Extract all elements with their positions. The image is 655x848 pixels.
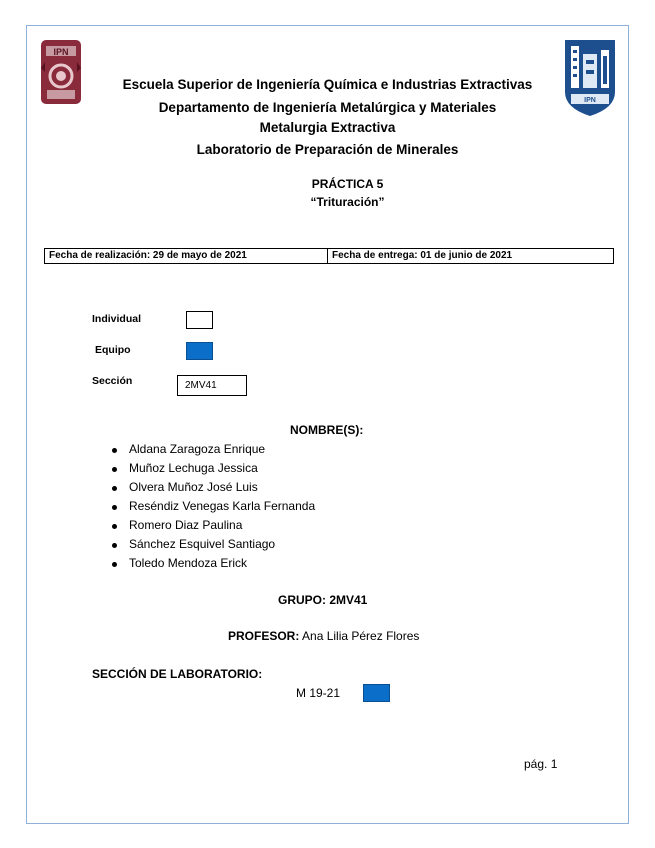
lab-section-checkbox[interactable] [363,684,390,702]
delivery-date: Fecha de entrega: 01 de junio de 2021 [332,250,513,261]
practice-number: PRÁCTICA 5 [311,177,384,191]
ipn-logo-text: IPN [53,47,69,57]
realization-date: Fecha de realización: 29 de mayo de 2021 [45,249,328,263]
lab-section-code: M 19-21 [296,686,341,700]
lab-name: Laboratorio de Preparación de Minerales [196,142,459,157]
school-name: Escuela Superior de Ingeniería Química e Industrias Extractivas [122,77,533,92]
page-number: pág. 1 [524,757,558,771]
individual-label: Individual [92,313,142,325]
dates-table [44,248,614,264]
practice-title: “Trituración” [310,195,385,209]
department-name: Departamento de Ingeniería Metalúrgica y Materiales [158,100,497,115]
individual-checkbox[interactable] [186,311,213,329]
list-item: Aldana Zaragoza Enrique [110,440,315,459]
list-item: Sánchez Esquivel Santiago [110,535,315,554]
equipo-label: Equipo [95,344,131,356]
list-item: Olvera Muñoz José Luis [110,478,315,497]
names-heading: NOMBRE(S): [290,423,364,437]
profesor-name: Ana Lilia Pérez Flores [302,629,420,643]
seccion-input[interactable]: 2MV41 [177,375,247,396]
profesor-label: PROFESOR: [228,629,300,643]
subject-name: Metalurgia Extractiva [259,120,396,135]
list-item: Muñoz Lechuga Jessica [110,459,315,478]
seccion-label: Sección [92,375,133,387]
profesor-line [228,629,419,643]
equipo-checkbox[interactable] [186,342,213,360]
list-item: Romero Diaz Paulina [110,516,315,535]
lab-section-label: SECCIÓN DE LABORATORIO: [92,667,263,681]
grupo-text: GRUPO: 2MV41 [278,593,368,607]
names-list [110,440,315,573]
ipn-logo [37,38,85,106]
list-item: Reséndiz Venegas Karla Fernanda [110,497,315,516]
esiqie-logo-text: IPN [584,97,596,104]
list-item: Toledo Mendoza Erick [110,554,315,573]
